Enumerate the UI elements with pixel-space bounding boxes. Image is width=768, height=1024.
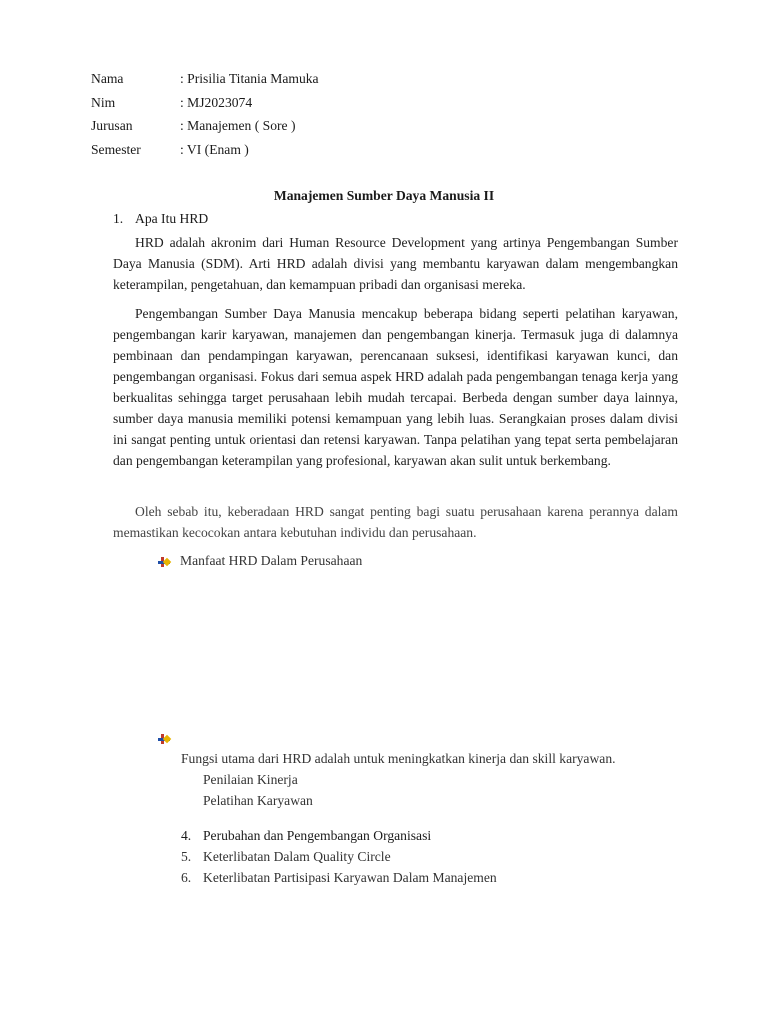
paragraph: Oleh sebab itu, keberadaan HRD sangat penting bagi suatu perusahaan karena perannya dalam memastikan kecocokan antara kebutuhan individu dan perusahaan. [113, 504, 678, 540]
paragraph: Pengembangan Sumber Daya Manusia mencakup beberapa bidang seperti pelatihan karyawan, pengembangan karir karyawan, manajemen dan pengembangan kinerja. Termasuk juga di dalamnya pembinaan dan pendampingan karyawan, perencanaan suksesi, identifikasi karyawan kunci, dan pengembangan organisasi. Fokus dari semua aspek HRD adalah pada pengembangan tenaga kerja yang berkualitas sehingga target perusahaan lebih mudah tercapai. Berbeda dengan sumber daya lainnya, sumber daya manusia memiliki potensi kemampuan yang lebih luas. Serangkaian proses dalam divisi ini sangat penting untuk orientasi dan retensi karyawan. Tanpa pelatihan yang tepat serta pembelajaran dan pengembangan keterampilan yang profesional, karyawan akan sulit untuk berkembang. [113, 306, 678, 468]
list-text: Perubahan dan Pengembangan Organisasi [203, 828, 432, 843]
info-value: : VI (Enam ) [180, 142, 249, 157]
list-text: Keterlibatan Dalam Quality Circle [203, 849, 391, 864]
info-label: Nama [91, 71, 124, 86]
section-number: 1. [113, 211, 124, 226]
bullet-item [158, 728, 180, 748]
section-heading-text: Apa Itu HRD [135, 211, 209, 226]
list-text: Keterlibatan Partisipasi Karyawan Dalam Manajemen [203, 870, 497, 885]
info-label: Jurusan [91, 118, 133, 133]
list-number: 4. [181, 828, 192, 843]
list-number: 6. [181, 870, 192, 885]
bullet-icon [158, 556, 174, 568]
list-item [181, 826, 431, 846]
function-text: Fungsi utama dari HRD adalah untuk meningkatkan kinerja dan skill karyawan. [181, 751, 616, 766]
bullet-item [158, 551, 362, 571]
list-item [181, 868, 497, 888]
bullet-icon [158, 733, 174, 745]
sub-item: Penilaian Kinerja [203, 772, 298, 787]
list-item [181, 847, 391, 867]
info-label: Nim [91, 95, 116, 110]
list-number: 5. [181, 849, 192, 864]
info-value: : Prisilia Titania Mamuka [180, 71, 319, 86]
paragraph: HRD adalah akronim dari Human Resource Development yang artinya Pengembangan Sumber Daya Manusia (SDM). Arti HRD adalah divisi yang membantu karyawan dalam mengembangkan keterampilan, pengetahuan, dan kemampuan pribadi dan organisasi mereka. [113, 235, 678, 292]
bullet-text: Manfaat HRD Dalam Perusahaan [180, 553, 363, 568]
info-value: : Manajemen ( Sore ) [180, 118, 296, 133]
info-value: : MJ2023074 [180, 95, 253, 110]
document-title: Manajemen Sumber Daya Manusia II [273, 188, 495, 203]
info-label: Semester [91, 142, 141, 157]
section-heading [113, 209, 208, 229]
sub-item: Pelatihan Karyawan [203, 793, 313, 808]
